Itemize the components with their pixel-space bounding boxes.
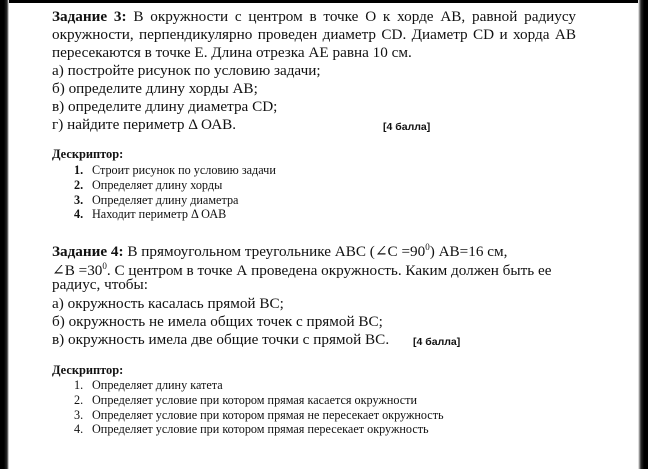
descriptor4-item-num: 4. [74,422,84,437]
descriptor4-item-num: 3. [74,407,84,422]
descriptor3-item-num: 1. [74,163,84,177]
descriptor4-item-text: Определяет условие при котором прямая пересекает окружность [92,422,429,437]
task3-item-c: в) определите длину диаметра CD; [52,98,278,115]
descriptor3-item [52,207,576,222]
task4-title: Задание 4: [52,243,124,261]
task4-degree-1: 0 [425,242,430,252]
task3-score: [4 балла] [383,121,431,133]
photo-edge-left [0,0,9,469]
descriptor4-heading: Дескриптор: [52,363,124,377]
task4-line2-end: . С центром в точке А проведена окружность. Каким должен быть ее [106,262,552,280]
descriptor3-list [52,163,576,222]
task4-item-c [52,331,576,349]
descriptor3-item-text: Определяет длину диаметра [92,192,239,207]
task3-intro: В окружности с центром в точке О к хорде АВ, равной радиусу окружности, перпендикулярно проведен диаметр CD. Диаметр CD и хорда АВ пересекаются в точке Е. Длина отрезка АЕ равна 10 см. [52,8,577,61]
task3-item-b: б) определите длину хорды АВ; [52,80,258,97]
descriptor3-item [52,193,576,208]
descriptor4-item-text: Определяет условие при котором прямая не пересекает окружность [92,407,444,422]
task3-statement [52,8,576,62]
task4-degree-2: 0 [102,261,107,271]
task4-line2-start: ∠В =30 [52,262,103,280]
descriptor4-list [52,378,576,437]
descriptor3-item [52,178,576,193]
photo-edge-right [638,0,648,469]
descriptor4-item [52,422,576,437]
task4-item-a: а) окружность касалась прямой ВС; [52,295,284,312]
task4-score: [4 балла] [413,336,461,348]
task3-item-d-text: г) найдите периметр Δ ОАВ. [52,116,237,133]
task3-item-a: а) постройте рисунок по условию задачи; [52,62,321,79]
descriptor3-item-num: 4. [74,207,84,222]
descriptor4-item-num: 2. [74,392,84,407]
descriptor4-item-text: Определяет длину катета [92,378,223,392]
task3-item-d [52,116,576,134]
descriptor3-item [52,163,576,178]
descriptor3-item-text: Определяет длину хорды [92,177,223,192]
descriptor3-item-text: Находит периметр Δ ОАВ [92,207,227,222]
task4-line1-end: ) АВ=16 см, [429,243,508,261]
descriptor3-item-text: Строит рисунок по условию задачи [92,163,276,177]
task4-item-b: б) окружность не имела общих точек с прямой ВС; [52,313,383,330]
descriptor4-item [52,378,576,393]
task4-line1-text: В прямоугольном треугольнике АВС (∠С =90 [127,243,426,261]
descriptor4-item [52,393,576,408]
task4-line3: радиус, чтобы: [52,276,148,293]
descriptor4-item [52,408,576,423]
descriptor4-item-num: 1. [74,378,84,392]
task3-title: Задание 3: [52,8,127,25]
descriptor4-item-text: Определяет условие при котором прямая касается окружности [92,392,418,407]
descriptor3-heading: Дескриптор: [52,147,124,161]
task4-item-c-text: в) окружность имела две общие точки с прямой ВС. [52,331,390,348]
photo-edge-top [0,0,648,3]
descriptor3-item-num: 3. [74,192,84,207]
descriptor3-item-num: 2. [74,177,84,192]
